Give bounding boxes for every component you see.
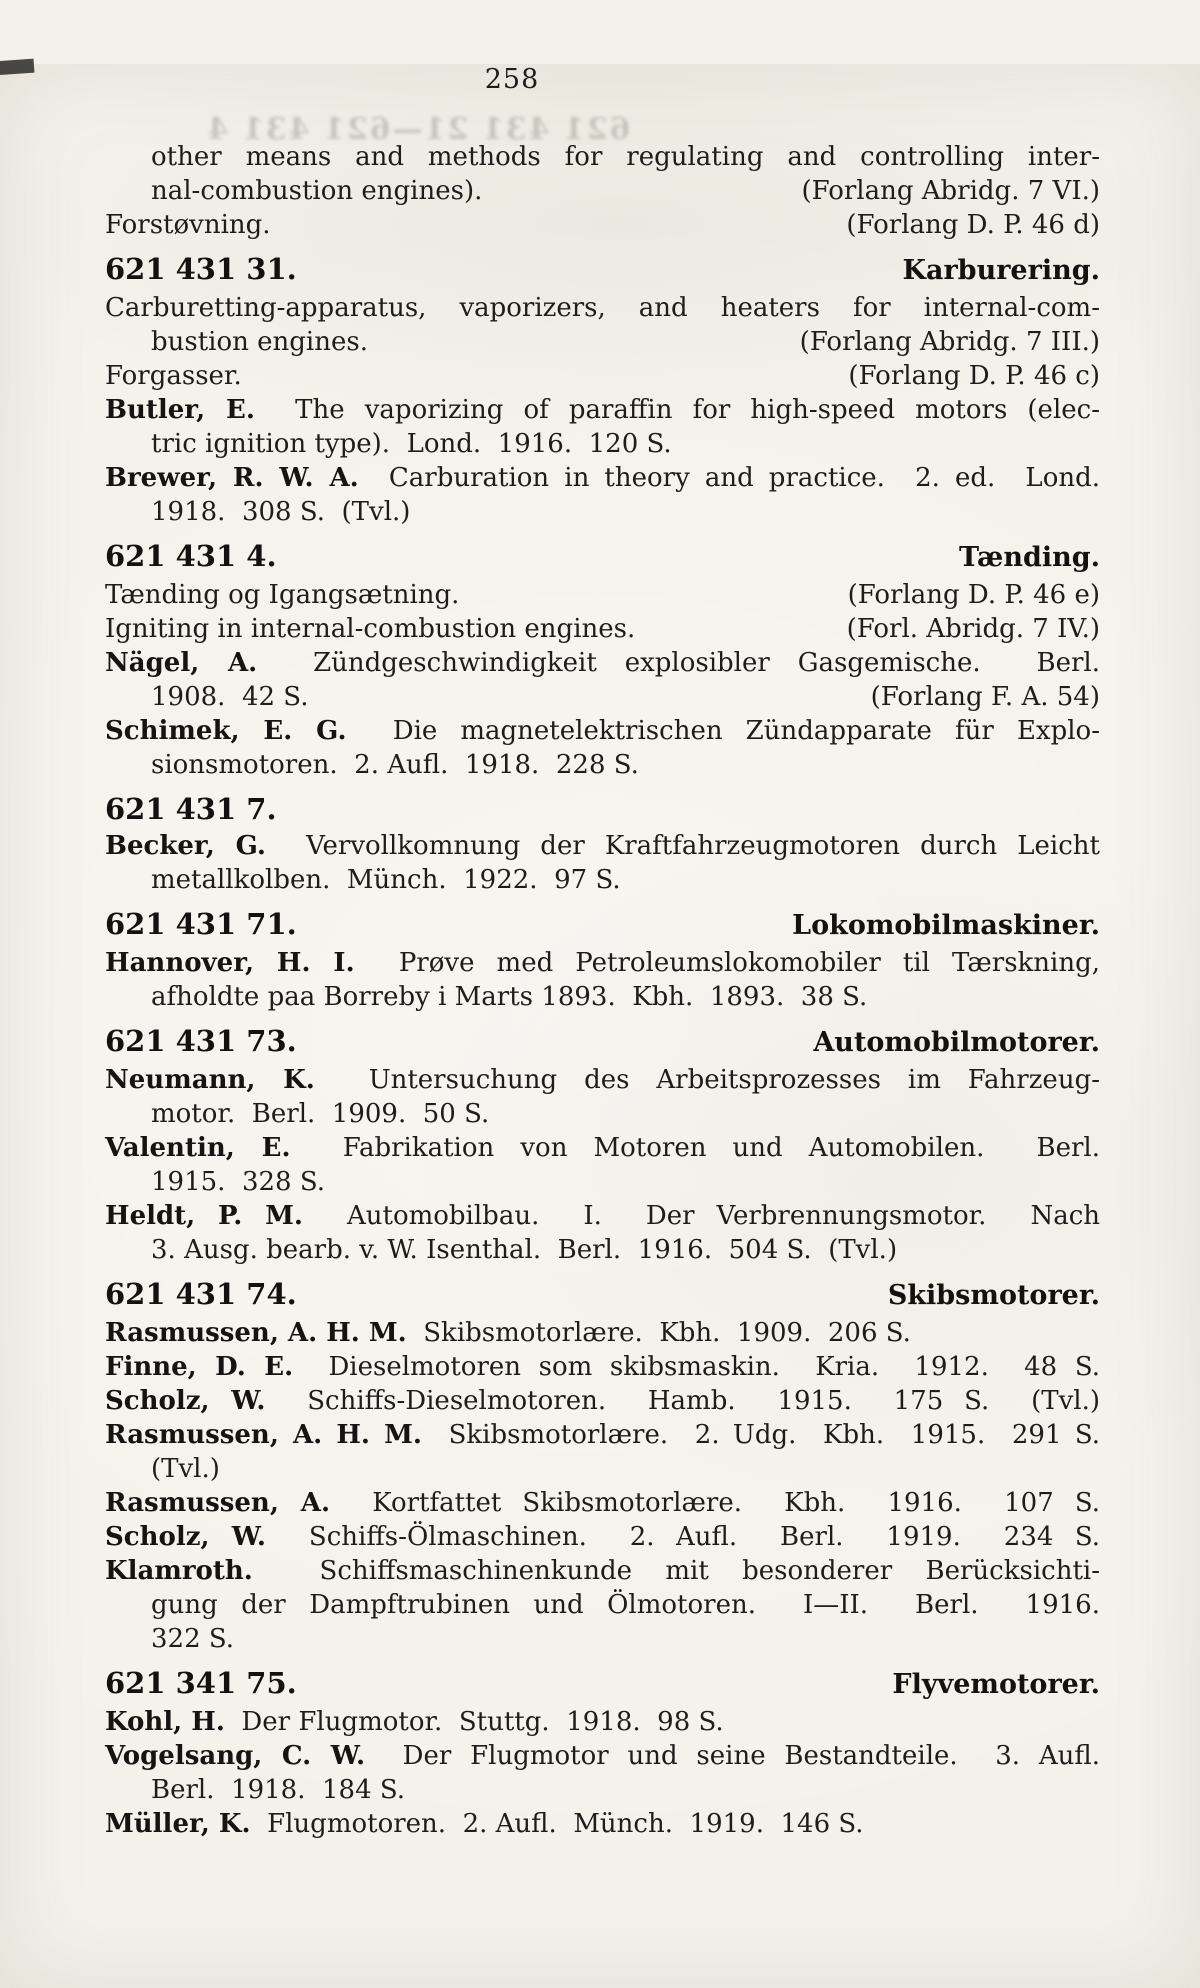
entry-text-body: Die magnetelektrischen Zündapparate für Explo- xyxy=(392,716,1100,746)
entry-line xyxy=(105,748,1100,782)
entry-line xyxy=(105,646,1100,680)
entry-author: Becker, G. xyxy=(105,831,266,861)
section-code-line xyxy=(105,1274,1100,1316)
entry-author: Hannover, H. I. xyxy=(105,948,355,978)
section-heading: Tænding. xyxy=(959,542,1100,573)
entry-line xyxy=(105,1199,1100,1233)
entry-line xyxy=(105,1165,1100,1199)
entry-text-body: 3. Ausg. bearb. v. W. Isenthal. Berl. 1916. 504 S. (Tvl.) xyxy=(151,1235,898,1265)
entry-line xyxy=(105,1350,1100,1384)
entry-line xyxy=(105,1588,1100,1622)
entry-author: Scholz, W. xyxy=(105,1522,266,1552)
entry-line xyxy=(105,1316,1100,1350)
entry-text-body: nal-combustion engines). xyxy=(151,176,483,206)
entry-text xyxy=(151,174,482,208)
entry-text-body: 322 S. xyxy=(151,1624,235,1654)
entry-text-body: tric ignition type). Lond. 1916. 120 S. xyxy=(151,429,672,459)
entry-line xyxy=(105,1384,1100,1418)
entry-line xyxy=(105,1520,1100,1554)
entry-line xyxy=(105,1773,1100,1807)
entry-line xyxy=(105,612,1100,646)
entry-text-body: Fabrikation von Motoren und Automobilen. Berl. xyxy=(342,1133,1100,1163)
entry-author: Finne, D. E. xyxy=(105,1352,294,1382)
section-code: 621 431 74. xyxy=(105,1277,297,1311)
entry-author: Heldt, P. M. xyxy=(105,1201,303,1231)
entry-text-body: Skibsmotorlære. Kbh. 1909. 206 S. xyxy=(423,1318,911,1348)
entry-text-body: gung der Dampftrubinen und Ölmotoren. I—II. Berl. 1916. xyxy=(151,1590,1100,1620)
entry-text-body: Prøve med Petroleumslokomobiler til Tærskning, xyxy=(398,948,1101,978)
entry-author: Rasmussen, A. xyxy=(105,1488,330,1518)
entry-author: Brewer, R. W. A. xyxy=(105,463,359,493)
entry-text-body: bustion engines. xyxy=(151,327,368,357)
bleedthrough-running-head: 621 431 21—621 431 4 xyxy=(205,112,631,147)
entry-text-body: 1918. 308 S. (Tvl.) xyxy=(151,497,411,527)
entry-text-body: Kortfattet Skibsmotorlære. Kbh. 1916. 107 S. xyxy=(372,1488,1100,1518)
entry-line xyxy=(105,1622,1100,1656)
entry-line xyxy=(105,1131,1100,1165)
entry-line xyxy=(105,174,1100,208)
entry-text-body: (Tvl.) xyxy=(151,1454,220,1484)
text-column xyxy=(105,140,1100,1841)
entry-reference: (Forlang Abridg. 7 VI.) xyxy=(801,176,1100,206)
section-heading: Flyvemotorer. xyxy=(892,1669,1100,1700)
entry-text-body: Dieselmotoren som skibsmaskin. Kria. 1912. 48 S. xyxy=(328,1352,1101,1382)
entry-line xyxy=(105,208,1100,242)
entry-author: Nägel, A. xyxy=(105,648,258,678)
section-heading: Automobilmotorer. xyxy=(813,1027,1100,1058)
entry-reference: (Forlang D. P. 46 c) xyxy=(848,361,1100,391)
entry-author: Klamroth. xyxy=(105,1556,253,1586)
entry-line xyxy=(105,1233,1100,1267)
entry-author: Müller, K. xyxy=(105,1809,251,1839)
entry-line xyxy=(105,291,1100,325)
entry-author: Valentin, E. xyxy=(105,1133,291,1163)
entry-line xyxy=(105,680,1100,714)
section-code-line xyxy=(105,1663,1100,1705)
entry-text-body: other means and methods for regulating and controlling inter- xyxy=(151,142,1100,172)
entry-line xyxy=(105,863,1100,897)
entry-author: Kohl, H. xyxy=(105,1707,225,1737)
entry-text-body: Der Flugmotor und seine Bestandteile. 3. Aufl. xyxy=(402,1741,1100,1771)
section-code: 621 341 75. xyxy=(105,1666,297,1700)
entry-line xyxy=(105,393,1100,427)
entry-line xyxy=(105,461,1100,495)
entry-author: Butler, E. xyxy=(105,395,255,425)
entry-text-body: Carburation in theory and practice. 2. ed. Lond. xyxy=(388,463,1100,493)
entry-text-body: Untersuchung des Arbeitsprozesses im Fahrzeug- xyxy=(368,1065,1100,1095)
entry-text-body: Zündgeschwindigkeit explosibler Gasgemische. Berl. xyxy=(313,648,1100,678)
entry-text-body: metallkolben. Münch. 1922. 97 S. xyxy=(151,865,621,895)
section-code-line xyxy=(105,789,1100,829)
entry-author: Vogelsang, C. W. xyxy=(105,1741,366,1771)
entry-line xyxy=(105,325,1100,359)
entry-text-body: Automobilbau. I. Der Verbrennungsmotor. Nach xyxy=(346,1201,1101,1231)
entry-text xyxy=(105,578,459,612)
section-code-line xyxy=(105,1021,1100,1063)
entry-text-body: Vervollkomnung der Kraftfahrzeugmotoren durch Leicht xyxy=(306,831,1100,861)
entry-line xyxy=(105,980,1100,1014)
entry-line xyxy=(105,1486,1100,1520)
entry-text xyxy=(105,208,271,242)
entry-text-body: Forstøvning. xyxy=(105,210,271,240)
entry-text-body: Forgasser. xyxy=(105,361,242,391)
entry-text-body: Igniting in internal-combustion engines. xyxy=(105,614,636,644)
section-code: 621 431 7. xyxy=(105,792,277,826)
entry-reference: (Forlang Abridg. 7 III.) xyxy=(799,327,1100,357)
entry-line xyxy=(105,1739,1100,1773)
section-code: 621 431 71. xyxy=(105,907,297,941)
scanned-book-page xyxy=(0,64,1200,1988)
entry-text xyxy=(151,325,368,359)
entry-text-body: sionsmotoren. 2. Aufl. 1918. 228 S. xyxy=(151,750,639,780)
page-number: 258 xyxy=(484,64,540,95)
entry-text xyxy=(105,359,242,393)
entry-text-body: afholdte paa Borreby i Marts 1893. Kbh. 1893. 38 S. xyxy=(151,982,868,1012)
entry-line xyxy=(105,1807,1100,1841)
entry-line xyxy=(105,1097,1100,1131)
entry-author: Scholz, W. xyxy=(105,1386,266,1416)
section-code-line xyxy=(105,249,1100,291)
section-code: 621 431 31. xyxy=(105,252,297,286)
entry-text xyxy=(151,680,308,714)
entry-text-body: Flugmotoren. 2. Aufl. Münch. 1919. 146 S. xyxy=(267,1809,864,1839)
section-code: 621 431 73. xyxy=(105,1024,297,1058)
entry-reference: (Forlang D. P. 46 e) xyxy=(847,580,1100,610)
section-code: 621 431 4. xyxy=(105,539,277,573)
entry-text-body: 1908. 42 S. xyxy=(151,682,309,712)
entry-text xyxy=(105,612,635,646)
entry-reference: (Forlang F. A. 54) xyxy=(870,682,1100,712)
entry-line xyxy=(105,359,1100,393)
section-code-line xyxy=(105,536,1100,578)
entry-text-body: motor. Berl. 1909. 50 S. xyxy=(151,1099,490,1129)
section-heading: Lokomobilmaskiner. xyxy=(792,910,1100,941)
entry-line xyxy=(105,1063,1100,1097)
entry-line xyxy=(105,1418,1100,1452)
entry-text-body: Berl. 1918. 184 S. xyxy=(151,1775,406,1805)
entry-line xyxy=(105,1452,1100,1486)
entry-text-body: Carburetting-apparatus, vaporizers, and heaters for internal-com- xyxy=(105,293,1100,323)
entry-text-body: The vaporizing of paraffin for high-speed motors (elec- xyxy=(295,395,1100,425)
entry-text-body: Schiffs-Ölmaschinen. 2. Aufl. Berl. 1919. 234 S. xyxy=(308,1522,1100,1552)
entry-text-body: Der Flugmotor. Stuttg. 1918. 98 S. xyxy=(241,1707,724,1737)
section-code-line xyxy=(105,904,1100,946)
entry-reference: (Forl. Abridg. 7 IV.) xyxy=(846,614,1100,644)
entry-text-body: Tænding og Igangsætning. xyxy=(105,580,460,610)
entry-line xyxy=(105,1554,1100,1588)
entry-text-body: Schiffs-Dieselmotoren. Hamb. 1915. 175 S. (Tvl.) xyxy=(307,1386,1100,1416)
section-heading: Skibsmotorer. xyxy=(887,1280,1100,1311)
entry-author: Rasmussen, A. H. M. xyxy=(105,1420,422,1450)
entry-line xyxy=(105,946,1100,980)
entry-line xyxy=(105,714,1100,748)
entry-line xyxy=(105,140,1100,174)
entry-author: Neumann, K. xyxy=(105,1065,315,1095)
entry-text-body: Skibsmotorlære. 2. Udg. Kbh. 1915. 291 S. xyxy=(448,1420,1100,1450)
entry-reference: (Forlang D. P. 46 d) xyxy=(846,210,1100,240)
entry-text-body: 1915. 328 S. xyxy=(151,1167,326,1197)
entry-line xyxy=(105,578,1100,612)
entry-author: Rasmussen, A. H. M. xyxy=(105,1318,407,1348)
entry-text-body: Schiffsmaschinenkunde mit besonderer Berücksichti- xyxy=(319,1556,1100,1586)
entry-author: Schimek, E. G. xyxy=(105,716,347,746)
entry-line xyxy=(105,1705,1100,1739)
entry-line xyxy=(105,495,1100,529)
entry-line xyxy=(105,829,1100,863)
section-heading: Karburering. xyxy=(902,255,1100,286)
entry-line xyxy=(105,427,1100,461)
